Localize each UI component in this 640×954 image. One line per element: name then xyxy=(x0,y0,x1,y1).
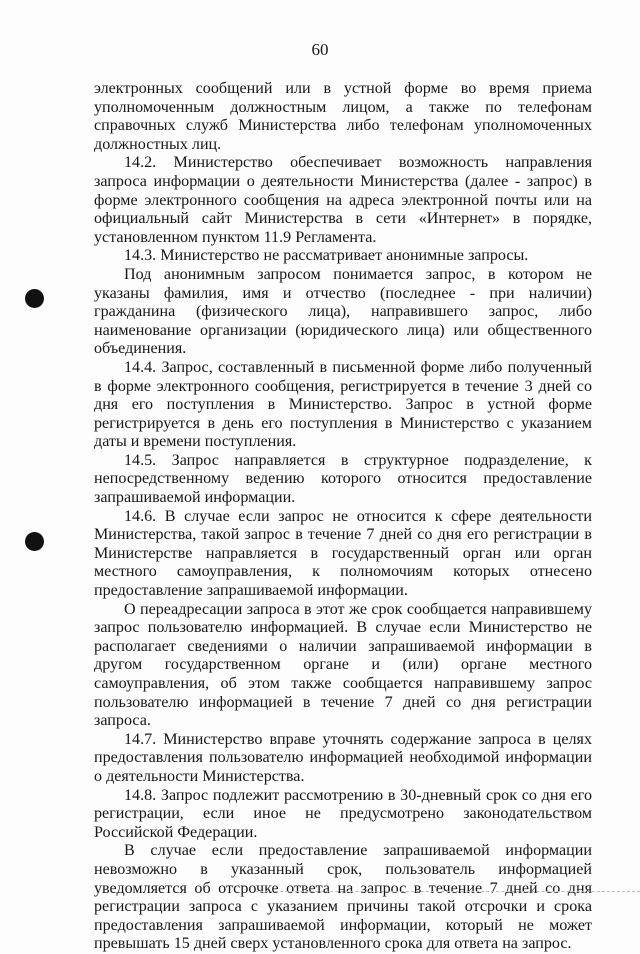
paragraph-deferral-notice: В случае если предоставление запрашиваемой информации невозможно в указанный срок, пользователь информацией уведомляется об отсрочке ответа на запрос в течение 7 дней со дня регистрации запроса с указанием причины такой отсрочки и срока предоставления запрашиваемой информации, который не может превышать 15 дней сверх установленного срока для ответа на запрос. xyxy=(94,842,592,953)
paragraph-continuation: электронных сообщений или в устной форме во время приема уполномоченным должностным лицом, а также по телефонам справочных служб Министерства либо телефонам уполномоченных должностных лиц. xyxy=(94,80,592,153)
paragraph-14-5: 14.5. Запрос направляется в структурное подразделение, к непосредственному ведению которого относится предоставление запрашиваемой информации. xyxy=(94,451,592,507)
document-body xyxy=(94,80,592,954)
page-number: 60 xyxy=(311,40,329,59)
paragraph-14-2: 14.2. Министерство обеспечивает возможность направления запроса информации о деятельности Министерства (далее - запрос) в форме электронного сообщения на адреса электронной почты или на официальный сайт Министерства в сети «Интернет» в порядке, установленном пунктом 11.9 Регламента. xyxy=(94,154,592,246)
punch-hole-top xyxy=(25,289,44,308)
paragraph-anonymous-definition: Под анонимным запросом понимается запрос, в котором не указаны фамилия, имя и отчество (последнее - при наличии) гражданина (физического лица), направившего запрос, либо наименование организации (юридического лица) или общественного объединения. xyxy=(94,265,592,358)
punch-hole-bottom xyxy=(25,532,44,551)
paragraph-14-7: 14.7. Министерство вправе уточнять содержание запроса в целях предоставления пользователю информацией необходимой информации о деятельности Министерства. xyxy=(94,730,592,785)
paragraph-redirection-notice: О переадресации запроса в этот же срок сообщается направившему запрос пользователю информацией. В случае если Министерство не располагает сведениями о наличии запрашиваемой информации в другом государственном органе и (или) органе местного самоуправления, об этом также сообщается направившему запрос пользователю информацией в течение 7 дней со дня регистрации запроса. xyxy=(94,600,592,730)
paragraph-14-6: 14.6. В случае если запрос не относится к сфере деятельности Министерства, такой запрос в течение 7 дней со дня его регистрации в Министерстве направляется в государственный орган или орган местного самоуправления, к полномочиям которых отнесено предоставление запрашиваемой информации. xyxy=(94,507,592,600)
paragraph-14-3: 14.3. Министерство не рассматривает анонимные запросы. xyxy=(124,247,529,265)
paragraph-14-4: 14.4. Запрос, составленный в письменной форме либо полученный в форме электронного сообщения, регистрируется в течение 3 дней со дня его поступления в Министерство. Запрос в устной форме регистрируется в день его поступления в Министерство с указанием даты и времени поступления. xyxy=(94,358,592,451)
scan-bottom-edge xyxy=(255,891,640,892)
paragraph-14-8: 14.8. Запрос подлежит рассмотрению в 30-дневный срок со дня его регистрации, если иное не предусмотрено законодательством Российской Федерации. xyxy=(94,786,592,841)
